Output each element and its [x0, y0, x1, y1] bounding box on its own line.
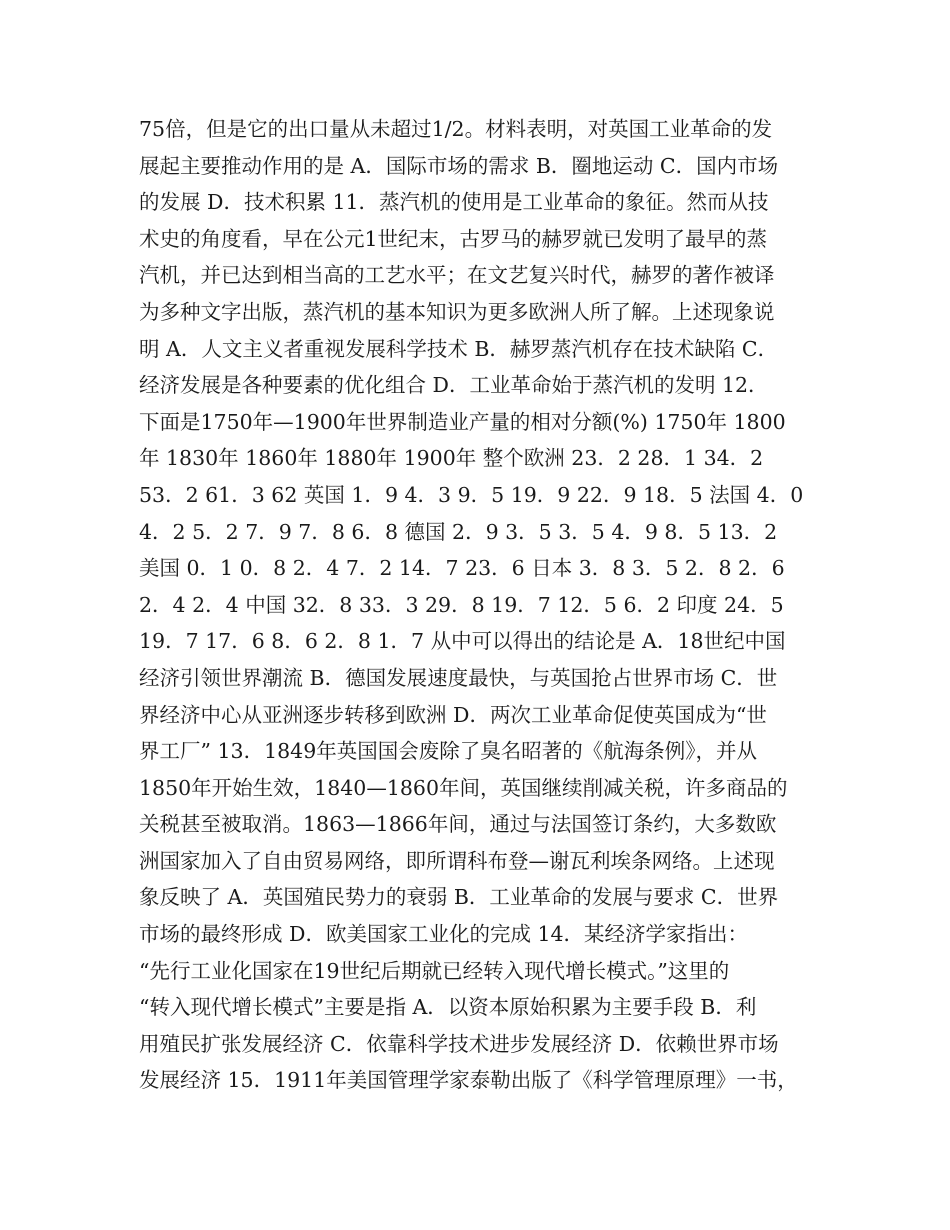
text-line: 年 1830年 1860年 1880年 1900年 整个欧洲 23．2 28．1 34．2: [139, 446, 764, 471]
text-line: 洲国家加入了自由贸易网络，即所谓科布登—谢瓦利埃条网络。上述现: [139, 848, 775, 873]
text-line: 界经济中心从亚洲逐步转移到欧洲 D．两次工业革命促使英国成为“世: [139, 702, 767, 727]
text-line: 19．7 17．6 8．6 2．8 1．7 从中可以得出的结论是 A．18世纪中国: [139, 629, 786, 654]
text-line: 关税甚至被取消。1863—1866年间，通过与法国签订条约，大多数欧: [139, 812, 777, 837]
text-line: 展起主要推动作用的是 A．国际市场的需求 B．圈地运动 C．国内市场: [139, 153, 779, 178]
text-line: 美国 0．1 0．8 2．4 7．2 14．7 23．6 日本 3．8 3．5 2．8 2．6: [139, 556, 785, 581]
text-line: 的发展 D．技术积累 11．蒸汽机的使用是工业革命的象征。然而从技: [139, 190, 769, 215]
text-line: 4．2 5．2 7．9 7．8 6．8 德国 2．9 3．5 3．5 4．9 8．5 13．2: [139, 519, 778, 544]
text-line: 市场的最终形成 D．欧美国家工业化的完成 14．某经济学家指出：: [139, 922, 749, 947]
text-line: 经济发展是各种要素的优化组合 D．工业革命始于蒸汽机的发明 12．: [139, 373, 769, 398]
text-line: 53．2 61．3 62 英国 1．9 4．3 9．5 19．9 22．9 18．5 法国 4．0: [139, 482, 804, 507]
text-line: 汽机，并已达到相当高的工艺水平；在文艺复兴时代，赫罗的著作被译: [139, 263, 775, 288]
text-line: 2．4 2．4 中国 32．8 33．3 29．8 19．7 12．5 6．2 印度 24．5: [139, 592, 784, 617]
text-line: 术史的角度看，早在公元1世纪末，古罗马的赫罗就已发明了最早的蒸: [139, 226, 768, 251]
text-line: 经济引领世界潮流 B．德国发展速度最快，与英国抢占世界市场 C．世: [139, 665, 778, 690]
text-line: 用殖民扩张发展经济 C．依靠科学技术进步发展经济 D．依赖世界市场: [139, 1031, 779, 1056]
text-line: 发展经济 15．1911年美国管理学家泰勒出版了《科学管理原理》一书，: [139, 1068, 798, 1093]
body-text: [139, 111, 839, 1099]
text-line: 象反映了 A．英国殖民势力的衰弱 B．工业革命的发展与要求 C．世界: [139, 885, 779, 910]
text-line: 1850年开始生效，1840—1860年间，英国继续削减关税，许多商品的: [139, 775, 788, 800]
text-line: “转入现代增长模式”主要是指 A．以资本原始积累为主要手段 B．利: [139, 995, 757, 1020]
text-line: 75倍，但是它的出口量从未超过1/2。材料表明，对英国工业革命的发: [139, 117, 773, 141]
text-line: “先行工业化国家在19世纪后期就已经转入现代增长模式。”这里的: [139, 958, 730, 983]
text-line: 下面是1750年—1900年世界制造业产量的相对分额(%) 1750年 1800: [139, 409, 786, 434]
text-line: 界工厂” 13．1849年英国国会废除了臭名昭著的《航海条例》，并从: [139, 739, 758, 764]
text-line: 为多种文字出版，蒸汽机的基本知识为更多欧洲人所了解。上述现象说: [139, 299, 775, 324]
text-line: 明 A．人文主义者重视发展科学技术 B．赫罗蒸汽机存在技术缺陷 C．: [139, 336, 779, 361]
